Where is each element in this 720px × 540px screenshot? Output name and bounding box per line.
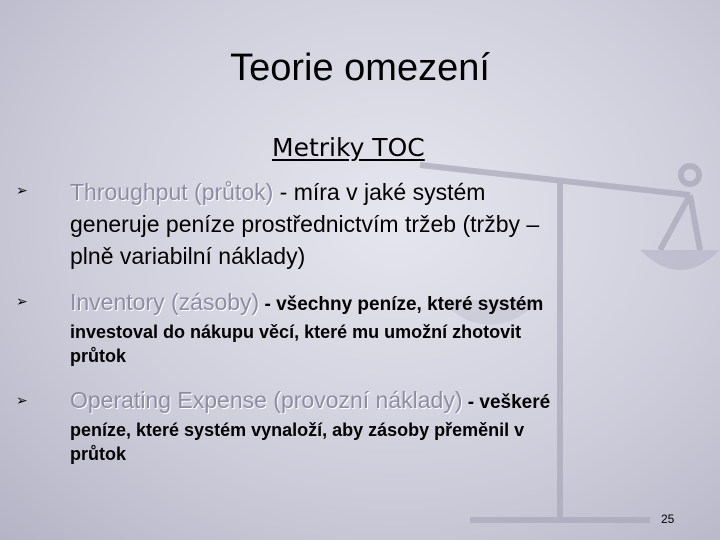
term-inventory: Inventory (zásoby) xyxy=(70,289,260,315)
page-number: 25 xyxy=(661,512,675,526)
list-item xyxy=(70,384,710,419)
slide-title: Teorie omezení xyxy=(230,47,490,89)
definition-text: průtok xyxy=(70,346,126,366)
definition-continuation xyxy=(70,320,710,368)
term-throughput: Throughput (průtok) xyxy=(70,179,274,205)
arrowhead-bullet-icon: ➢ xyxy=(16,293,28,309)
definition-text: průtok xyxy=(70,444,126,464)
definition-continuation xyxy=(70,418,710,466)
arrowhead-bullet-icon: ➢ xyxy=(16,182,28,198)
term-operating-expense: Operating Expense (provozní náklady) xyxy=(70,387,463,413)
list-item xyxy=(70,176,710,272)
arrowhead-bullet-icon: ➢ xyxy=(16,392,28,408)
definition-text: investoval do nákupu věcí, které mu umožní zhotovit xyxy=(70,322,522,342)
slide-subtitle: Metriky TOC xyxy=(272,133,425,162)
definition-text: - všechny peníze, které systém xyxy=(259,294,544,315)
definition-text: - míra v jaké systém xyxy=(273,179,486,205)
definition-text: - veškeré xyxy=(462,392,551,413)
definition-text: peníze, které systém vynaloží, aby zásoby přeměnil v xyxy=(70,420,525,440)
list-item xyxy=(70,286,710,321)
definition-text: generuje peníze prostřednictvím tržeb (tržby – xyxy=(70,211,540,237)
definition-text: plně variabilní náklady) xyxy=(70,243,306,269)
